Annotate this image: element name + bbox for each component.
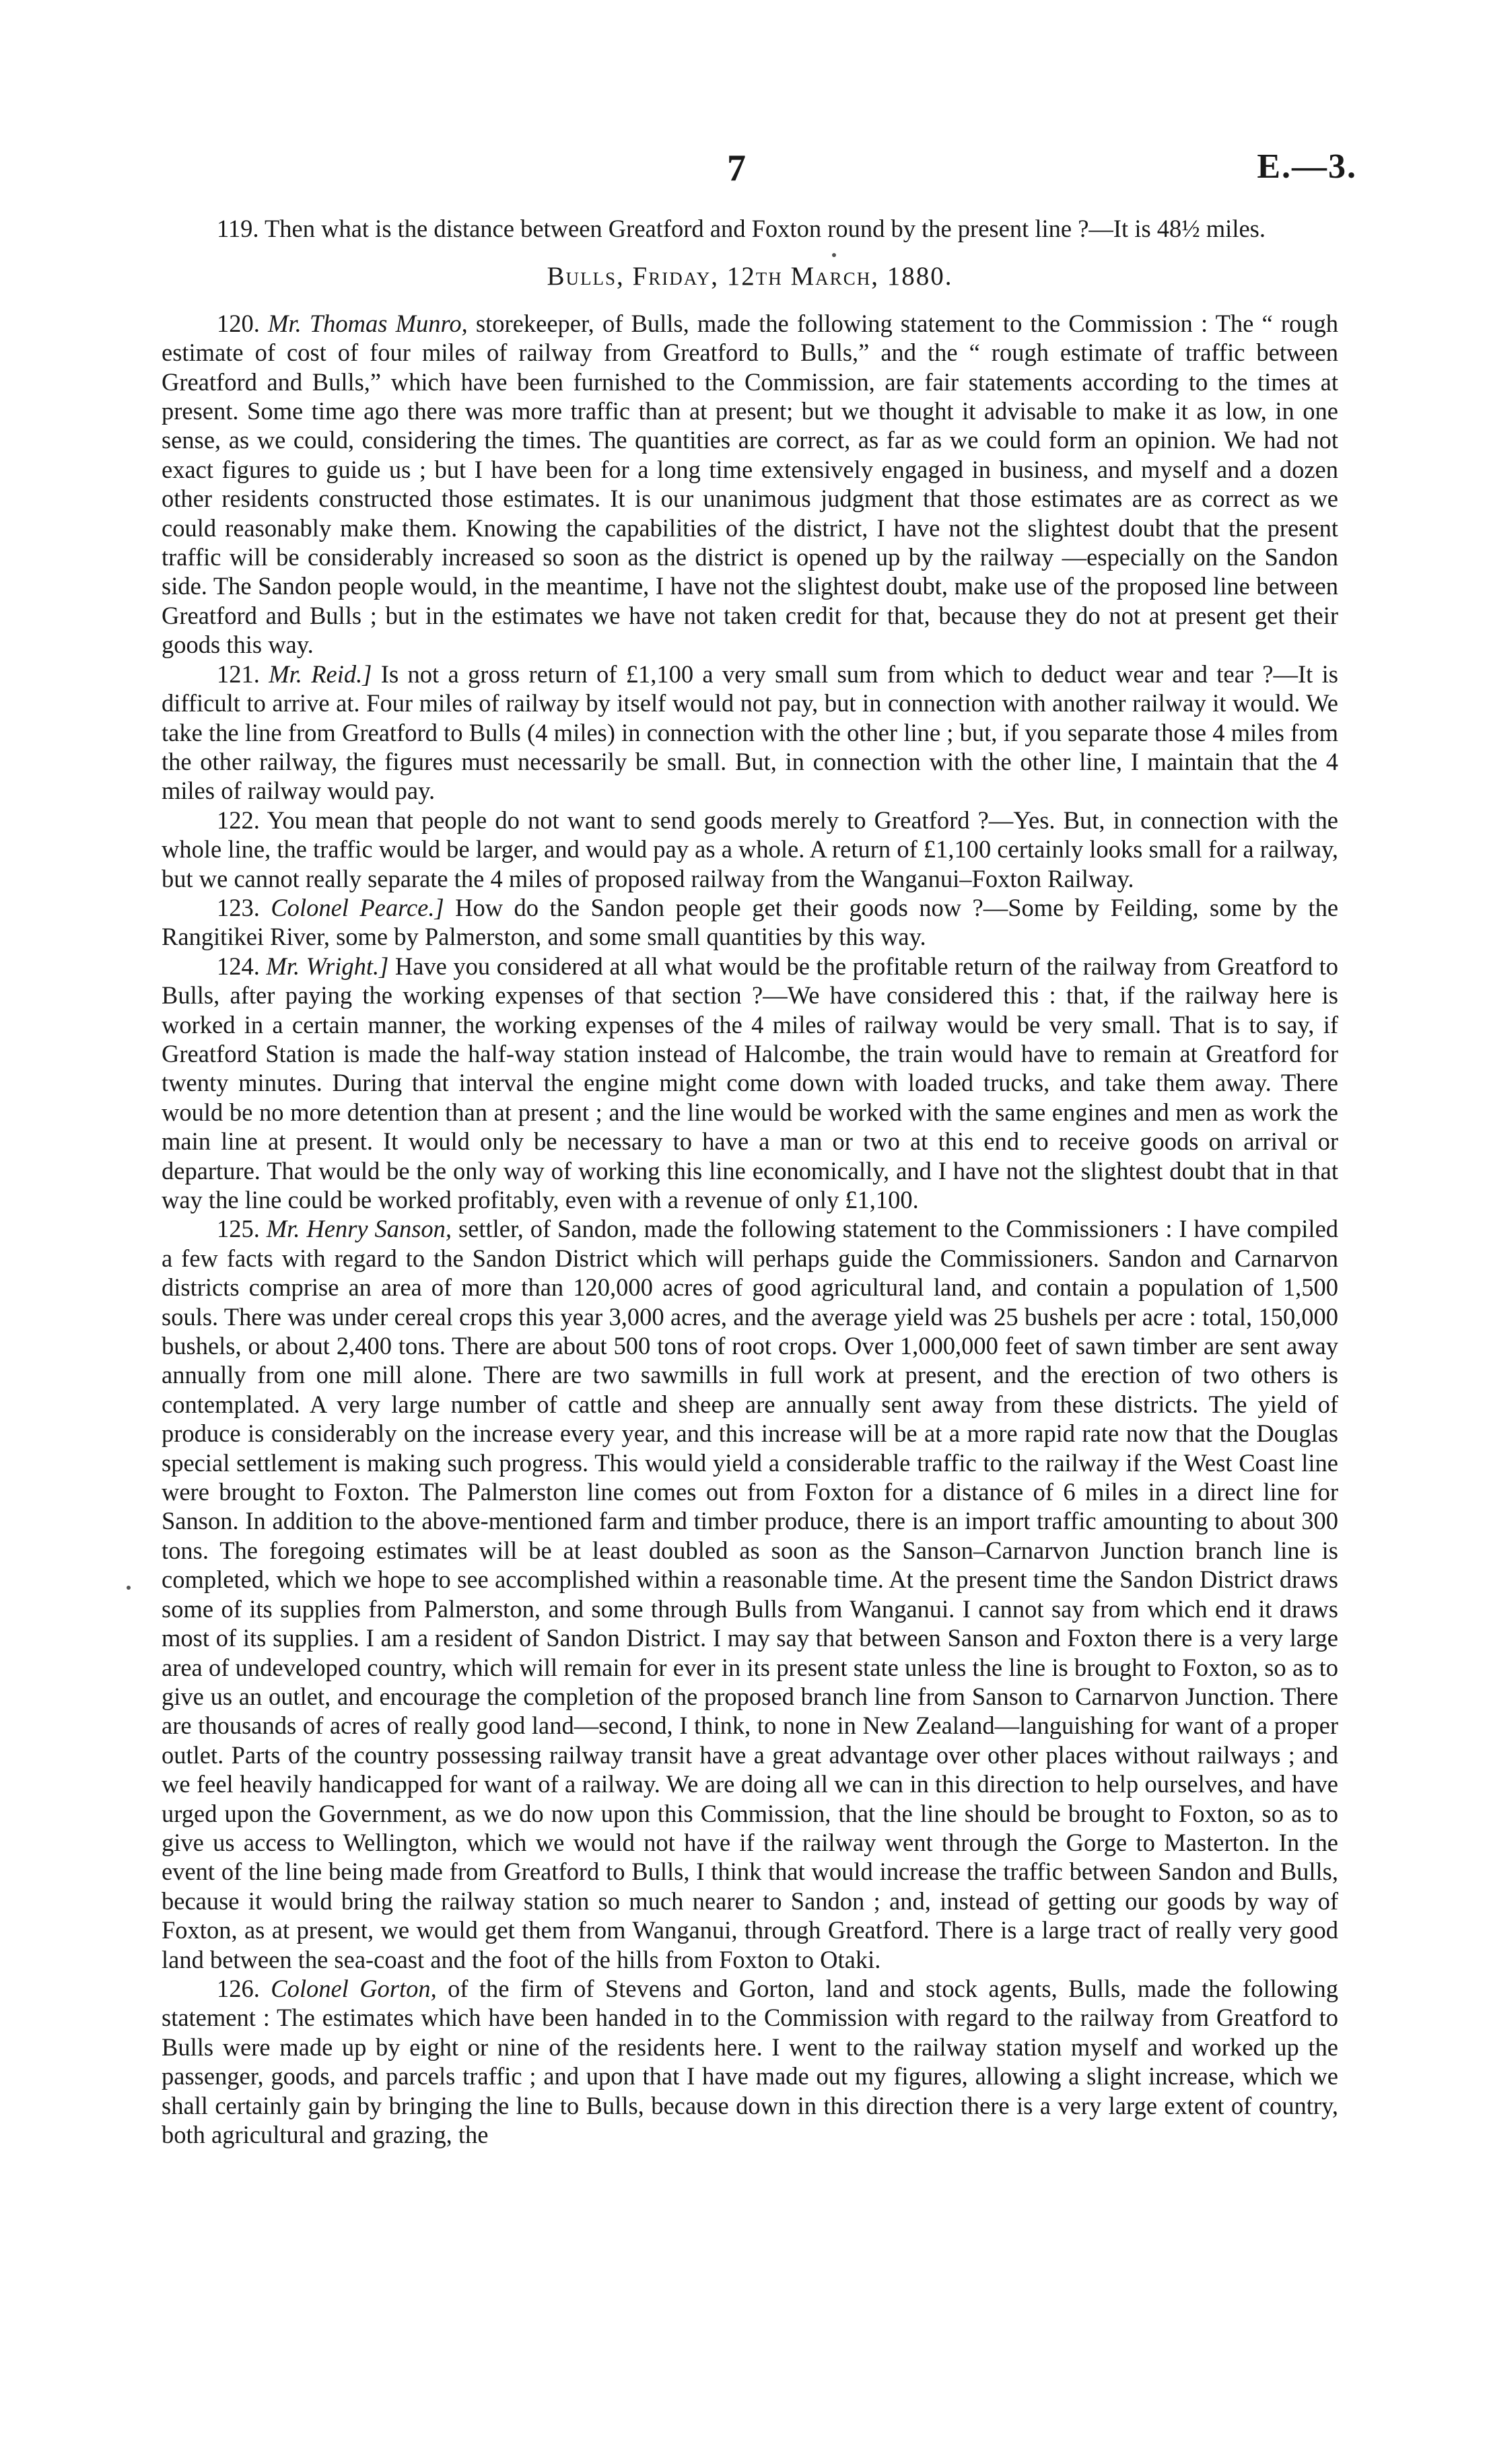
paragraph-text: storekeeper, of Bulls, made the following statement to the Commission : The “ rough estimate of cost of four miles of railway from Greatford to Bulls,” and the “ rough estimate of traffic between Greatford and Bulls,” which have been furnished to the Commission, are fair statements according to the times at present. Some time ago there was more traffic than at present; but we thought it advisable to make it as low, in one sense, as we could, considering the times. The quantities are correct, as far as we could form an opinion. We had not exact figures to guide us ; but I have been for a long time extensively engaged in business, and myself and a dozen other residents constructed those estimates. It is our unanimous judgment that those estimates are as correct as we could reasonably make them. Knowing the capabilities of the district, I have not the slightest doubt that the present traffic will be considerably increased so soon as the district is opened up by the railway —especially on the Sandon side. The Sandon people would, in the meantime, I have not the slightest doubt, make use of the proposed line between Greatford and Bulls ; but in the estimates we have not taken credit for that, because they do not at present get their goods this way. bbox=[162, 309, 1338, 659]
speaker-name: Mr. Wright.] bbox=[266, 952, 389, 980]
paragraph-121 bbox=[162, 660, 1338, 806]
paragraph-120 bbox=[162, 309, 1338, 660]
paragraph-number: 123. bbox=[217, 893, 260, 921]
speaker-name: Colonel Gorton, bbox=[271, 1974, 437, 2002]
session-dateline: Bulls, Friday, 12th March, 1880. bbox=[547, 262, 953, 291]
paragraph-number: 121. bbox=[217, 660, 260, 688]
speaker-name: Mr. Thomas Munro, bbox=[268, 309, 468, 337]
document-reference: E.—3. bbox=[1257, 147, 1357, 186]
paragraph-124 bbox=[162, 952, 1338, 1215]
paragraph-text: How do the Sandon people get their goods now ?—Some by Feilding, some by the Rangitikei River, some by Palmerston, and some small quantities by this way. bbox=[162, 893, 1339, 951]
paragraph-text: Have you considered at all what would be the profitable return of the railway from Greatford to Bulls, after paying the working expenses of that section ?—We have considered this : that, if the railway here is worked in a certain manner, the working expenses of the 4 miles of railway would be very small. That is to say, if Greatford Station is made the half-way station instead of Halcombe, the train would have to remain at Greatford for twenty minutes. During that interval the engine might come down with loaded trucks, and take them away. There would be no more detention than at present ; and the line would be worked with the same engines and men as work the main line at present. It would only be necessary to have a man or two at this end to receive goods on arrival or departure. That would be the only way of working this line economically, and I have not the slightest doubt that in that way the line could be worked profitably, even with a revenue of only £1,100. bbox=[162, 952, 1338, 1213]
paragraph-number: 125. bbox=[217, 1215, 260, 1243]
speaker-name: Colonel Pearce.] bbox=[271, 893, 444, 921]
paragraph-126 bbox=[162, 1974, 1338, 2149]
paragraph-number: 124. bbox=[217, 952, 260, 980]
page-number: 7 bbox=[727, 147, 746, 189]
paragraph-text: Is not a gross return of £1,100 a very small sum from which to deduct wear and tear ?—It is difficult to arrive at. Four miles of railway by itself would not pay, but in connection with another railway it would. We take the line from Greatford to Bulls (4 miles) in connection with the other line ; but, if you separate those 4 miles from the other railway, the figures must necessarily be small. But, in connection with the other line, I maintain that the 4 miles of railway would pay. bbox=[162, 660, 1338, 805]
speaker-name: Mr. Reid.] bbox=[269, 660, 372, 688]
paragraph-125 bbox=[162, 1214, 1338, 1974]
paragraph-119: 119. Then what is the distance between Greatford and Foxton round by the present line ?—It is 48½ miles. bbox=[217, 215, 1266, 242]
paragraph-text: settler, of Sandon, made the following statement to the Commissioners : I have compiled a few facts with regard to the Sandon District which will perhaps guide the Commissioners. Sandon and Carnarvon districts comprise an area of more than 120,000 acres of good agricultural land, and contain a population of 1,500 souls. There was under cereal crops this year 3,000 acres, and the average yield was 25 bushels per acre : total, 150,000 bushels, or about 2,400 tons. There are about 500 tons of root crops. Over 1,000,000 feet of sawn timber are sent away annually from one mill alone. There are two sawmills in full work at present, and the erection of two others is contemplated. A very large number of cattle and sheep are annually sent away from these districts. The yield of produce is considerably on the increase every year, and this increase will be at a more rapid rate now that the Douglas special settlement is making such progress. This would yield a considerable traffic to the railway if the West Coast line were brought to Foxton. The Palmerston line comes out from Foxton for a distance of 6 miles in a direct line for Sanson. In addition to the above-mentioned farm and timber produce, there is an import traffic amounting to about 300 tons. The foregoing estimates will be at least doubled as soon as the Sanson–Carnarvon Junction branch line is completed, which we hope to see accomplished within a reasonable time. At the present time the Sandon District draws some of its supplies from Palmerston, and some through Bulls from Wanganui. I cannot say from which end it draws most of its supplies. I am a resident of Sandon District. I may say that between Sanson and Foxton there is a very large area of undeveloped country, which will remain for ever in its present state unless the line is brought to Foxton, so as to give us an outlet, and encourage the completion of the proposed branch line from Sanson to Carnarvon Junction. There are thousands of acres of really good land—second, I think, to none in New Zealand—languishing for want of a proper outlet. Parts of the country possessing railway transit have a great advantage over other places without railways ; and we feel heavily handicapped for want of a railway. We are doing all we can in this direction to help ourselves, and have urged upon the Government, as we do now upon this Commission, that the line should be brought to Foxton, so as to give us access to Wellington, which we would not have if the railway went through the Gorge to Masterton. In the event of the line being made from Greatford to Bulls, I think that would increase the traffic between Sandon and Bulls, because it would bring the railway station so much nearer to Sandon ; and, instead of getting our goods by way of Foxton, as at present, we would get them from Wanganui, through Greatford. There is a large tract of really very good land between the sea-coast and the foot of the hills from Foxton to Otaki. bbox=[162, 1215, 1339, 1973]
body-text bbox=[162, 214, 1338, 2149]
paragraph-number: 126. bbox=[217, 1974, 260, 2002]
margin-mark bbox=[127, 1586, 131, 1590]
paragraph-122: 122. You mean that people do not want to send goods merely to Greatford ?—Yes. But, in connection with the whole line, the traffic would be larger, and would pay as a whole. A return of £1,100 certainly looks small for a railway, but we cannot really separate the 4 miles of proposed railway from the Wanganui–Foxton Railway. bbox=[162, 806, 1338, 892]
page-header bbox=[0, 147, 1487, 194]
paragraph-text: of the firm of Stevens and Gorton, land and stock agents, Bulls, made the following statement : The estimates which have been handed in to the Commission with regard to the railway from Greatford to Bulls were made up by eight or nine of the residents here. I went to the railway station myself and worked up the passenger, goods, and parcels traffic ; and upon that I have made out my figures, allowing a slight increase, which we shall certainly gain by bringing the line to Bulls, because down in this direction there is a very large extent of country, both agricultural and grazing, the bbox=[162, 1974, 1338, 2148]
paragraph-number: 120. bbox=[217, 309, 260, 337]
paragraph-123 bbox=[162, 893, 1338, 952]
speaker-name: Mr. Henry Sanson, bbox=[266, 1215, 452, 1243]
